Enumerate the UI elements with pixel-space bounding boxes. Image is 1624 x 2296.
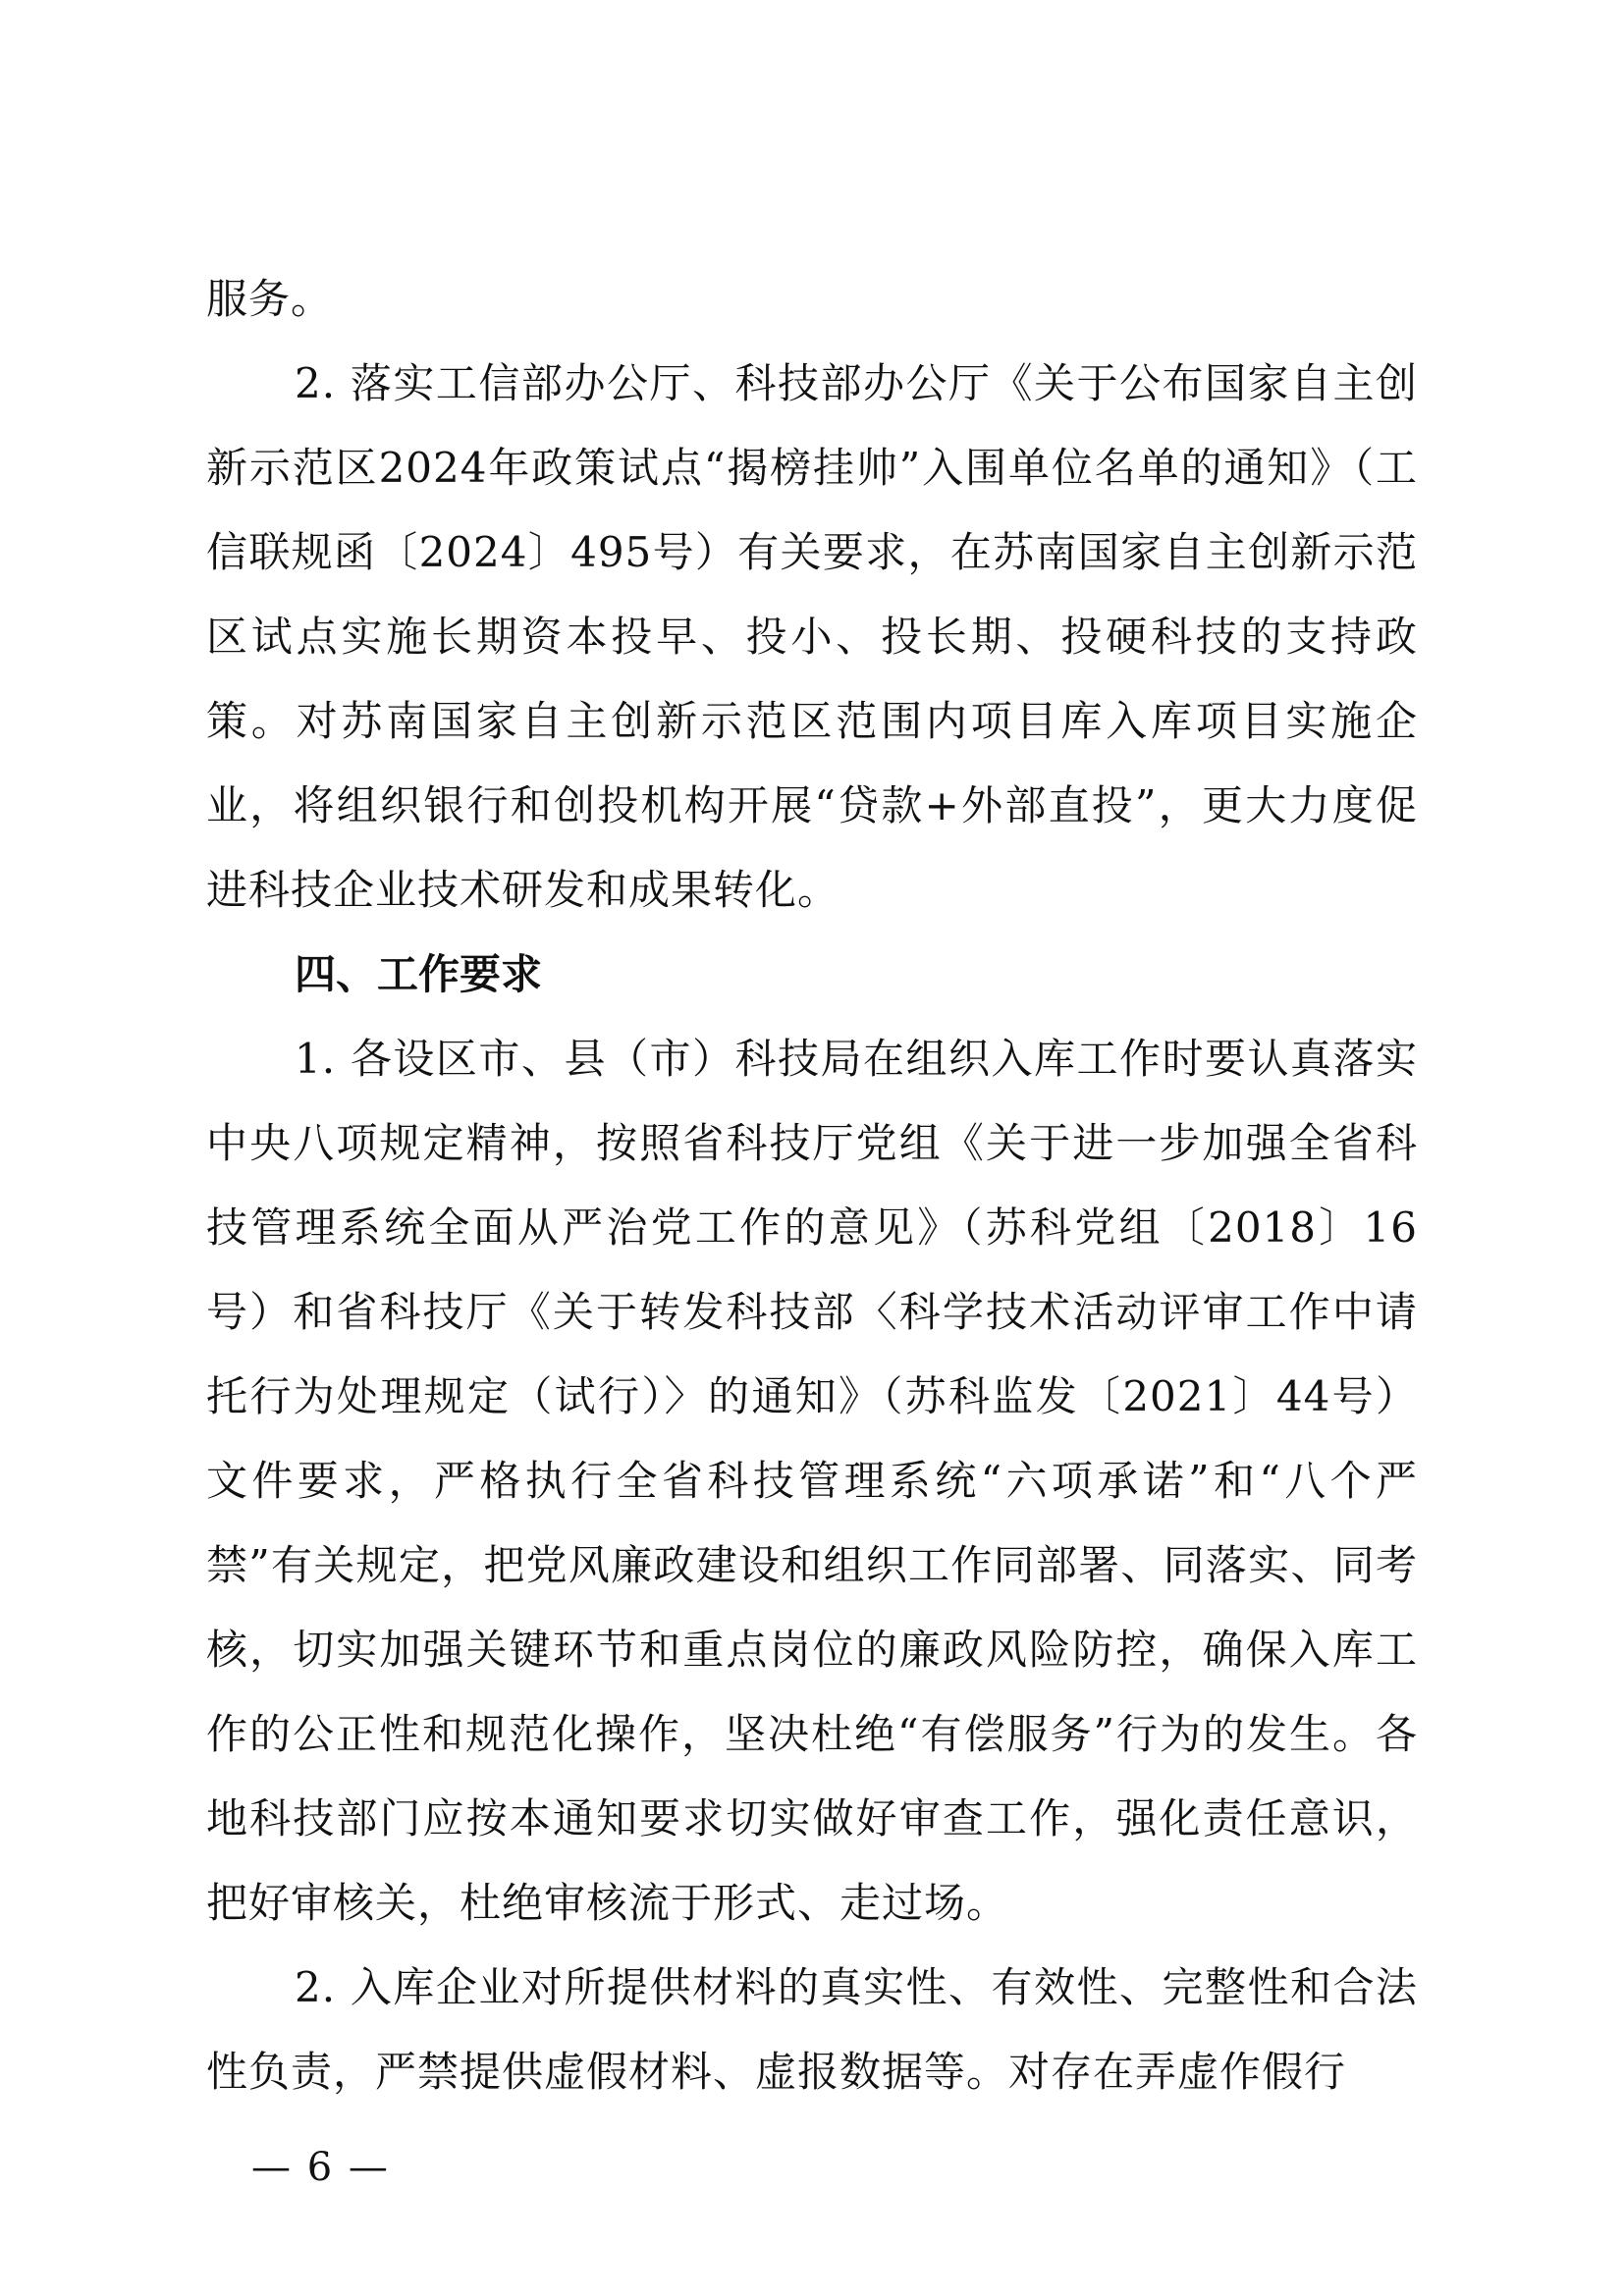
- document-body: [206, 257, 1418, 2114]
- paragraph-item-2: 2. 落实工信部办公厅、科技部办公厅《关于公布国家自主创新示范区2024年政策试点“揭榜挂帅”入围单位名单的通知》（工信联规函〔2024〕495号）有关要求，在苏南国家自主创新示范区试点实施长期资本投早、投小、投长期、投硬科技的支持政策。对苏南国家自主创新示范区范围内项目库入库项目实施企业，将组织银行和创投机构开展“贷款+外部直投”，更大力度促进科技企业技术研发和成果转化。: [206, 359, 1418, 914]
- section-heading-work-requirements: 四、工作要求: [295, 950, 543, 998]
- page-number: — 6 —: [251, 2145, 390, 2190]
- paragraph-continuation: 服务。: [206, 275, 334, 323]
- paragraph-requirement-2: 2. 入库企业对所提供材料的真实性、有效性、完整性和合法性负责，严禁提供虚假材料、虚报数据等。对存在弄虚作假行: [206, 1963, 1418, 2096]
- paragraph-requirement-1: 1. 各设区市、县（市）科技局在组织入库工作时要认真落实中央八项规定精神，按照省科技厅党组《关于进一步加强全省科技管理系统全面从严治党工作的意见》（苏科党组〔2018〕16号）和省科技厅《关于转发科技部〈科学技术活动评审工作中请托行为处理规定（试行）〉的通知》（苏科监发〔2021〕44号）文件要求，严格执行全省科技管理系统“六项承诺”和“八个严禁”有关规定，把党风廉政建设和组织工作同部署、同落实、同考核，切实加强关键环节和重点岗位的廉政风险防控，确保入库工作的公正性和规范化操作，坚决杜绝“有偿服务”行为的发生。各地科技部门应按本通知要求切实做好审查工作，强化责任意识，把好审核关，杜绝审核流于形式、走过场。: [206, 1035, 1418, 1927]
